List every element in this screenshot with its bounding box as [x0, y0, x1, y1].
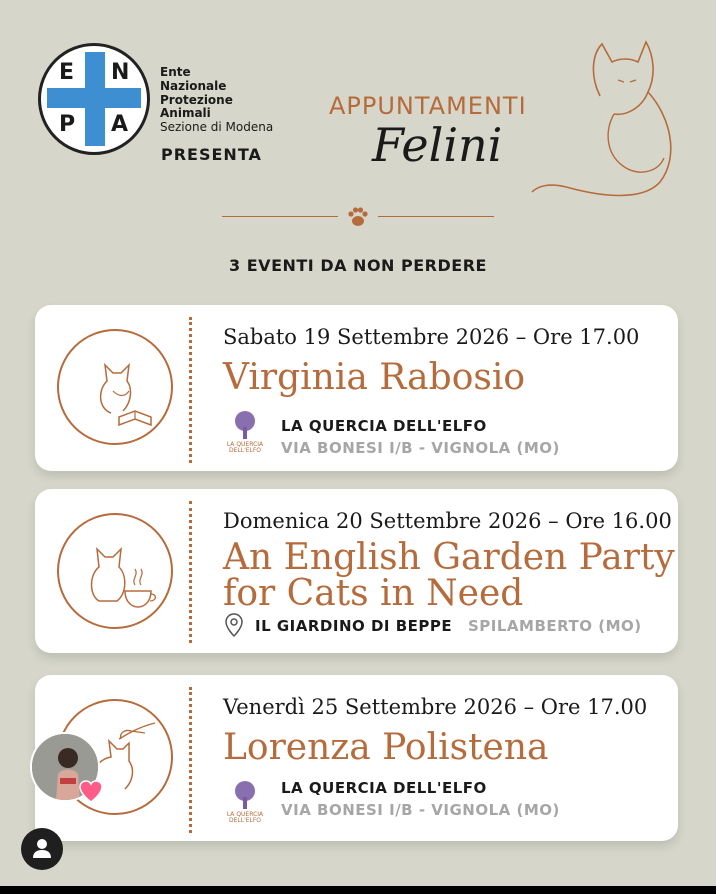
- org-line-2: Nazionale: [160, 78, 227, 93]
- venue-address: SPILAMBERTO (MO): [468, 617, 642, 635]
- venue-name: LA QUERCIA DELL'ELFO: [281, 779, 487, 797]
- cat-with-teacup-icon: [57, 513, 173, 629]
- venue-logo-text-2: DELL'ELFO: [228, 817, 262, 823]
- event-date: Domenica 20 Settembre 2026 – Ore 16.00: [223, 509, 672, 533]
- logo-letter-p: P: [59, 112, 76, 137]
- event-date: Sabato 19 Settembre 2026 – Ore 17.00: [223, 325, 640, 349]
- cross-bar: [47, 88, 141, 108]
- tree-logo-icon: [225, 409, 265, 453]
- venue-name: LA QUERCIA DELL'ELFO: [281, 417, 487, 435]
- org-section: Sezione di Modena: [160, 120, 274, 135]
- event-title-line-2: for Cats in Need: [223, 573, 524, 614]
- location-pin-icon: [225, 613, 243, 637]
- org-line-4: Animali: [160, 106, 211, 121]
- tree-logo-icon: [225, 779, 265, 823]
- event-title: Lorenza Polistena: [223, 727, 549, 768]
- org-line-1: Ente: [160, 65, 191, 79]
- logo-letter-a: A: [111, 112, 129, 137]
- event-card-3[interactable]: [35, 675, 678, 841]
- card-divider: [189, 687, 192, 833]
- org-line-3: Protezione: [160, 92, 233, 107]
- logo-letter-e: E: [59, 60, 75, 85]
- enpa-logo: [38, 43, 150, 155]
- account-button[interactable]: [21, 828, 63, 870]
- venue-name: IL GIARDINO DI BEPPE: [255, 617, 453, 635]
- venue-logo-text-2: DELL'ELFO: [228, 447, 262, 453]
- cat-outline-icon: [530, 36, 690, 206]
- heart-icon: [78, 780, 104, 804]
- venue-logo-text-1: LA QUERCIA: [226, 441, 264, 448]
- event-date: Venerdì 25 Settembre 2026 – Ore 17.00: [223, 695, 648, 719]
- logo-letter-n: N: [111, 60, 130, 85]
- event-card-1[interactable]: [35, 305, 678, 471]
- divider-left: [222, 216, 338, 217]
- card-divider: [189, 317, 192, 463]
- divider-right: [378, 216, 494, 217]
- presenta-label: PRESENTA: [161, 145, 262, 164]
- title-line-2: Felini: [372, 118, 503, 172]
- cat-with-book-icon: [57, 329, 173, 445]
- title-line-1: APPUNTAMENTI: [329, 92, 527, 120]
- event-title: Virginia Rabosio: [223, 357, 526, 398]
- paw-icon: [346, 206, 370, 228]
- venue-address: VIA BONESI I/B - VIGNOLA (MO): [281, 439, 560, 457]
- venue-logo-text-1: LA QUERCIA: [226, 811, 264, 818]
- event-title-line-1: An English Garden Party: [223, 537, 675, 578]
- subtitle: 3 EVENTI DA NON PERDERE: [229, 256, 487, 275]
- venue-address: VIA BONESI I/B - VIGNOLA (MO): [281, 801, 560, 819]
- card-divider: [189, 501, 192, 643]
- person-icon: [21, 828, 63, 870]
- org-name: [160, 66, 273, 135]
- event-card-2[interactable]: [35, 489, 678, 653]
